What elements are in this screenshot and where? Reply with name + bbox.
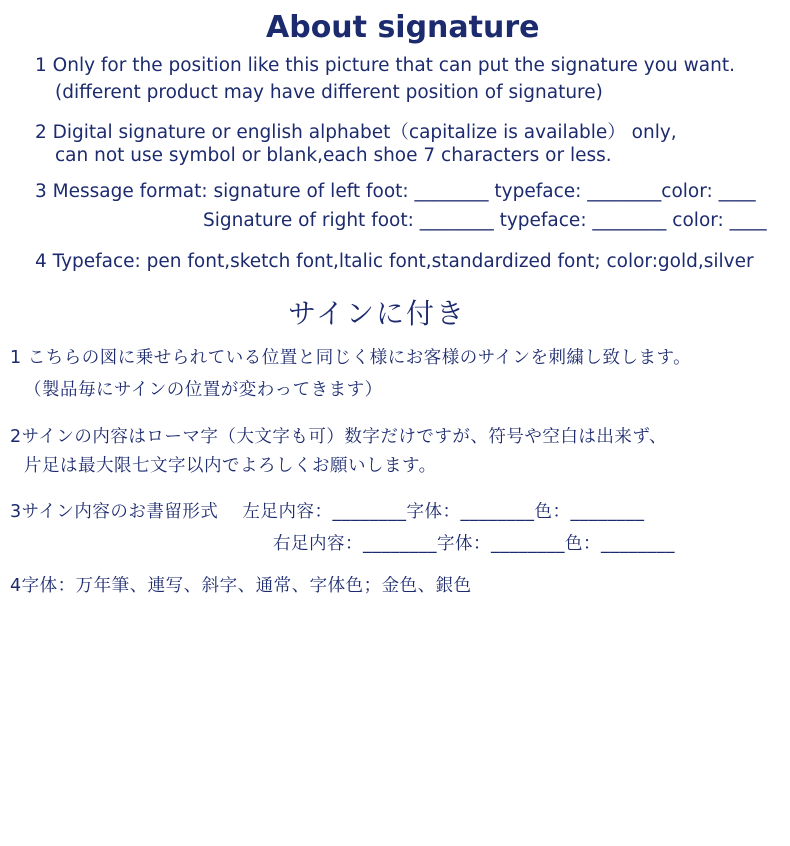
ja-item2-line2: 片足は最大限七文字以内でよろしくお願いします。 xyxy=(24,456,437,476)
en-item1-line2: (different product may have different position of signature) xyxy=(55,82,603,103)
en-item3-line2: Signature of right foot: ________ typeface: ________ color: ____ xyxy=(203,210,767,231)
ja-item1-line1: 1 こちらの図に乗せられている位置と同じく様にお客様のサインを刺繍し致します。 xyxy=(10,348,692,368)
en-item1-line1: 1 Only for the position like this picture that can put the signature you want. xyxy=(35,55,735,76)
en-item4-line1: 4 Typeface: pen font,sketch font,ltalic font,standardized font; color:gold,silver xyxy=(35,251,754,272)
ja-item1-line2: （製品毎にサインの位置が変わってきます） xyxy=(24,380,383,400)
ja-item3-line1: 3サイン内容のお書留形式 左足内容：________字体：________色：________ xyxy=(10,502,645,522)
english-title: About signature xyxy=(266,10,540,45)
en-item2-line2: can not use symbol or blank,each shoe 7 characters or less. xyxy=(55,145,612,166)
ja-item4-line1: 4字体：万年筆、連写、斜字、通常、字体色；金色、銀色 xyxy=(10,576,472,596)
ja-item2-line1: 2サインの内容はローマ字（大文字も可）数字だけですが、符号や空白は出来ず、 xyxy=(10,427,668,447)
ja-item3-line2: 右足内容：________字体：________色：________ xyxy=(273,534,675,554)
en-item2-line1: 2 Digital signature or english alphabet（capitalize is available） only, xyxy=(35,122,677,143)
en-item3-line1: 3 Message format: signature of left foot: ________ typeface: ________color: ____ xyxy=(35,181,756,202)
japanese-title: サインに付き xyxy=(288,297,467,330)
